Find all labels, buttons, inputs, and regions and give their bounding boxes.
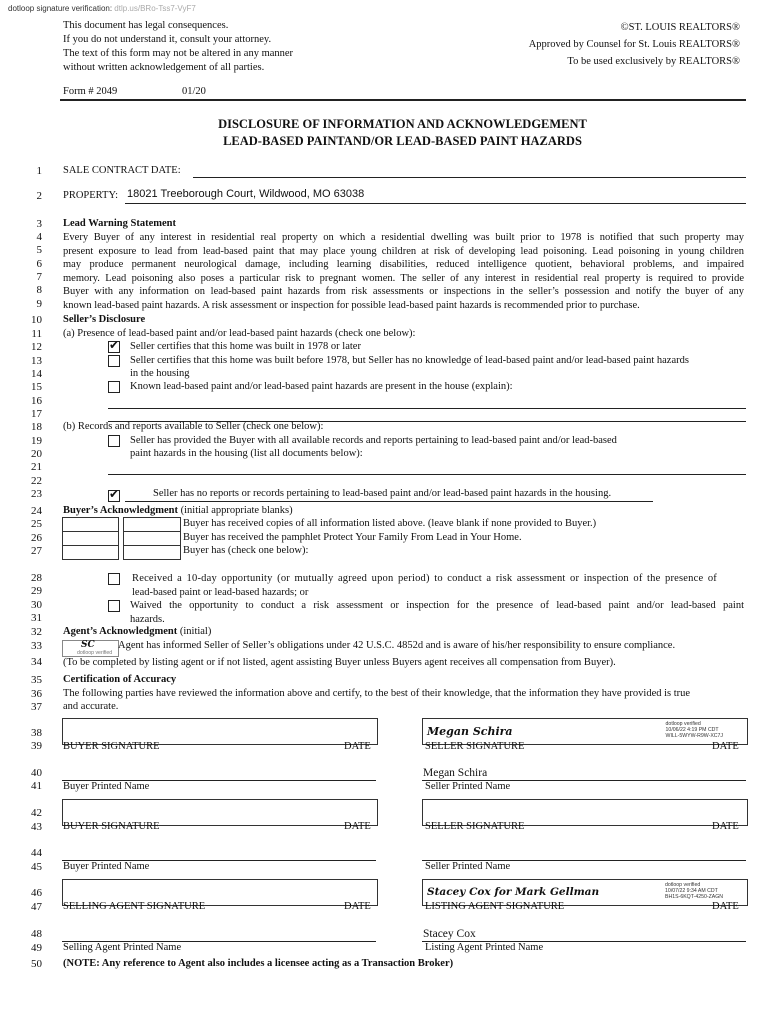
line-number: 31 (31, 612, 42, 624)
line-number: 5 (36, 244, 42, 256)
built-before-1978-checkbox[interactable] (108, 355, 120, 367)
line-number: 18 (31, 421, 42, 433)
line-number: 27 (31, 545, 42, 557)
agent-ack-statement: Agent has informed Seller of Seller’s obligations under 42 U.S.C. 4852d and is aware of his/her responsibility to ensure compliance. (118, 640, 676, 651)
stamp-line: WILL-5WYW-R9W-XC7J (665, 733, 723, 739)
stamp-line: dotloop verified (665, 721, 701, 727)
line-number: 41 (31, 780, 42, 792)
buyer2-initials-box[interactable] (123, 517, 181, 532)
line-number: 48 (31, 928, 42, 940)
listing-agent-printed-name[interactable]: Stacey Cox (423, 928, 476, 940)
lead-warning-line: present exposure to lead from lead-based paint that may place young children at risk of developing lead poisoning. Lead poisoning in young children (63, 245, 744, 257)
line-number: 32 (31, 626, 42, 638)
line-number: 14 (31, 368, 42, 380)
date-label: DATE (344, 901, 371, 912)
sale-contract-date-field[interactable] (193, 177, 746, 178)
line-number: 50 (31, 958, 42, 970)
legal-notice-line: This document has legal consequences. (63, 20, 229, 31)
lead-warning-line: memory. Lead poisoning also poses a particular risk to pregnant women. The seller of any interest in residential real property is required to provide (63, 272, 744, 284)
line-number: 33 (31, 640, 42, 652)
listing-agent-signature: Stacey Cox for Mark Gellman (427, 886, 600, 898)
lead-warning-line: Buyer with any information on lead-based paint hazards from risk assessments or inspections in the seller’s possession and notify the buyer of any (63, 286, 744, 297)
listing-dotloop-stamp (665, 882, 723, 900)
listing-agent-signature-label: LISTING AGENT SIGNATURE (425, 901, 565, 912)
line-number: 9 (36, 298, 42, 310)
ten-day-line: Received a 10-day opportunity (or mutually agreed upon period) to conduct a risk assessment or inspection of the presence of (132, 573, 717, 584)
ten-day-line: lead-based paint or lead-based hazards; or (132, 586, 309, 598)
buyer-ack-suffix: (initial appropriate blanks) (178, 505, 293, 516)
line-number: 39 (31, 740, 42, 752)
line-number: 3 (36, 218, 42, 230)
waived-opportunity-checkbox[interactable] (108, 600, 120, 612)
line-number: 17 (31, 408, 42, 420)
buyer-ack-heading (63, 505, 293, 516)
line-number: 1 (36, 165, 42, 177)
line-number: 28 (31, 572, 42, 584)
line-number: 23 (31, 488, 42, 500)
line-number: 13 (31, 355, 42, 367)
agent-ack-note: (To be completed by listing agent or if not listed, agent assisting Buyer unless Buyers agent receives all compensation from Buyer). (63, 657, 616, 668)
seller-signature-label: SELLER SIGNATURE (425, 741, 525, 752)
waived-opportunity-label (130, 599, 744, 626)
buyer-signature-label: BUYER SIGNATURE (63, 741, 160, 752)
date-label: DATE (712, 901, 739, 912)
publisher-line: ©ST. LOUIS REALTORS® (620, 22, 740, 33)
line-number: 8 (36, 284, 42, 296)
seller1-printed-name[interactable]: Megan Schira (423, 767, 488, 779)
date-label: DATE (344, 821, 371, 832)
buyer1-initials-box[interactable] (62, 545, 119, 560)
no-records-label: Seller has no reports or records pertaining to lead-based paint and/or lead-based paint hazards in the housing. (153, 488, 612, 499)
line-number: 43 (31, 821, 42, 833)
legal-notice-line: The text of this form may not be altered in any manner (63, 48, 294, 59)
lead-warning-line: may produce permanent neurological damage, including learning disabilities, reduced intelligence quotient, behavioral problems, and impaired (63, 259, 744, 270)
agent-ack-suffix: (initial) (177, 626, 212, 637)
seller-printed-label: Seller Printed Name (425, 781, 511, 792)
agent-initials-stamp: dotloop verified (77, 650, 113, 656)
agent-ack-title: Agent’s Acknowledgment (63, 626, 178, 637)
documents-field-line[interactable] (108, 474, 746, 475)
line-number: 25 (31, 518, 42, 530)
publisher-line: Approved by Counsel for St. Louis REALTORS® (528, 39, 740, 50)
line-number: 49 (31, 942, 42, 954)
line-number: 29 (31, 585, 42, 597)
line-number: 10 (31, 314, 42, 326)
seller-signature-label: SELLER SIGNATURE (425, 821, 525, 832)
date-label: DATE (712, 741, 739, 752)
line-number: 45 (31, 861, 42, 873)
certification-text: The following parties have reviewed the information above and certify, to the best of their knowledge, that the information they have provided is true (63, 688, 691, 699)
line-number: 44 (31, 847, 42, 859)
built-before-1978-label: Seller certifies that this home was built before 1978, but Seller has no knowledge of lead-based paint and/or lead-based paint hazards (130, 355, 689, 366)
selling-agent-signature-label: SELLING AGENT SIGNATURE (63, 901, 206, 912)
ten-day-opportunity-checkbox[interactable] (108, 573, 120, 585)
agent-ack-heading (63, 626, 211, 637)
line-number: 36 (31, 688, 42, 700)
known-lead-label: Known lead-based paint and/or lead-based paint hazards are present in the house (explain): (130, 381, 513, 392)
built-1978-or-later-label: Seller certifies that this home was built in 1978 or later (130, 341, 361, 352)
lead-warning-heading: Lead Warning Statement (63, 218, 176, 229)
line-number: 26 (31, 532, 42, 544)
line-number: 11 (31, 328, 42, 340)
buyer2-initials-box[interactable] (123, 531, 181, 546)
lead-warning-line: Every Buyer of any interest in residential real property on which a residential dwelling was built prior to 1978 is notified that such property may (63, 232, 744, 243)
stamp-line: dotloop verified (665, 882, 701, 888)
line-number: 21 (31, 461, 42, 473)
records-question: (b) Records and reports available to Seller (check one below): (63, 421, 324, 432)
records-provided-checkbox[interactable] (108, 435, 120, 447)
document-title: DISCLOSURE OF INFORMATION AND ACKNOWLEDGEMENT (218, 117, 587, 131)
form-date: 01/20 (182, 86, 206, 97)
buyer-ack-item: Buyer has (check one below): (183, 545, 309, 556)
certification-text-cont: and accurate. (63, 701, 119, 712)
publisher-line: To be used exclusively by REALTORS® (567, 56, 740, 67)
buyer-signature-label: BUYER SIGNATURE (63, 821, 160, 832)
legal-notice (63, 19, 293, 75)
records-provided-label: Seller has provided the Buyer with all available records and reports pertaining to lead-based paint and/or lead-based (130, 435, 617, 446)
waived-line: hazards. (130, 613, 165, 625)
stamp-line: 10/07/22 9:34 AM CDT (665, 888, 718, 894)
buyer-ack-item: Buyer has received the pamphlet Protect Your Family From Lead in Your Home. (183, 532, 522, 543)
line-number: 4 (36, 231, 42, 243)
no-records-checkbox[interactable] (108, 490, 120, 502)
document-subtitle: LEAD-BASED PAINTAND/OR LEAD-BASED PAINT HAZARDS (223, 134, 582, 148)
presence-question: (a) Presence of lead-based paint and/or lead-based paint hazards (check one below): (63, 328, 416, 339)
agent-initials-box[interactable] (62, 640, 119, 657)
line-number: 35 (31, 674, 42, 686)
built-before-1978-label-cont: in the housing (130, 368, 190, 379)
verification-label: dotloop signature verification: (8, 4, 113, 13)
form-number: Form # 2049 (63, 86, 118, 97)
buyer-printed-label: Buyer Printed Name (63, 781, 150, 792)
line-number: 2 (36, 190, 42, 202)
publisher-notice (529, 19, 740, 70)
line-number: 40 (31, 767, 42, 779)
line-number: 16 (31, 395, 42, 407)
transaction-broker-note: (NOTE: Any reference to Agent also includes a licensee acting as a Transaction Broker) (63, 958, 454, 969)
line-number: 7 (36, 271, 42, 283)
property-label: PROPERTY: (63, 190, 119, 201)
buyer-printed-label: Buyer Printed Name (63, 861, 150, 872)
buyer1-initials-box[interactable] (62, 531, 119, 546)
date-label: DATE (344, 741, 371, 752)
built-1978-or-later-checkbox[interactable] (108, 341, 120, 353)
buyer2-initials-box[interactable] (123, 545, 181, 560)
stamp-line: BH1S-6KQT-4250-ZAGN (665, 894, 723, 900)
line-number: 47 (31, 901, 42, 913)
header-rule (60, 99, 746, 101)
seller1-signature: Megan Schira (427, 725, 513, 738)
seller1-dotloop-stamp (666, 721, 723, 739)
lead-warning-text (63, 231, 744, 312)
seller-printed-label: Seller Printed Name (425, 861, 511, 872)
known-lead-checkbox[interactable] (108, 381, 120, 393)
lead-warning-line: known lead-based paint hazards. A risk assessment or inspection for possible lead-based paint hazards is recommended prior to purchase. (63, 299, 640, 311)
line-number: 24 (31, 505, 42, 517)
line-number: 42 (31, 807, 42, 819)
line-number: 6 (36, 258, 42, 270)
listing-agent-printed-label: Listing Agent Printed Name (425, 942, 544, 953)
property-value[interactable]: 18021 Treeborough Court, Wildwood, MO 63038 (127, 188, 365, 200)
line-number: 46 (31, 887, 42, 899)
sale-contract-date-label: SALE CONTRACT DATE: (63, 165, 181, 176)
line-number: 34 (31, 656, 42, 668)
no-records-underline (125, 501, 653, 502)
property-field-line (125, 203, 746, 204)
seller-disclosure-heading: Seller’s Disclosure (63, 314, 146, 325)
verification-link[interactable]: dtlp.us/BRo-Tss7-VyF7 (114, 4, 196, 13)
legal-notice-line: If you do not understand it, consult your attorney. (63, 34, 272, 45)
waived-line: Waived the opportunity to conduct a risk assessment or inspection for the presence of lead-based paint and/or lead-based paint (130, 600, 744, 611)
line-number: 15 (31, 381, 42, 393)
buyer-ack-title: Buyer’s Acknowledgment (63, 505, 179, 516)
line-number: 38 (31, 727, 42, 739)
buyer-ack-item: Buyer has received copies of all information listed above. (leave blank if none provided to Buyer.) (183, 518, 597, 529)
agent-initials: SC (81, 640, 95, 650)
records-provided-label-cont: paint hazards in the housing (list all documents below): (130, 448, 363, 459)
line-number: 37 (31, 701, 42, 713)
line-number: 30 (31, 599, 42, 611)
certification-heading: Certification of Accuracy (63, 674, 177, 685)
line-number: 19 (31, 435, 42, 447)
selling-agent-printed-label: Selling Agent Printed Name (63, 942, 182, 953)
line-number: 20 (31, 448, 42, 460)
dotloop-verification (8, 4, 196, 13)
explain-field-line[interactable] (108, 408, 746, 409)
stamp-line: 10/06/22 4:19 PM CDT (665, 727, 719, 733)
buyer1-initials-box[interactable] (62, 517, 119, 532)
line-number: 12 (31, 341, 42, 353)
date-label: DATE (712, 821, 739, 832)
line-number: 22 (31, 475, 42, 487)
legal-notice-line: without written acknowledgement of all parties. (63, 62, 265, 73)
ten-day-opportunity-label (132, 572, 717, 599)
